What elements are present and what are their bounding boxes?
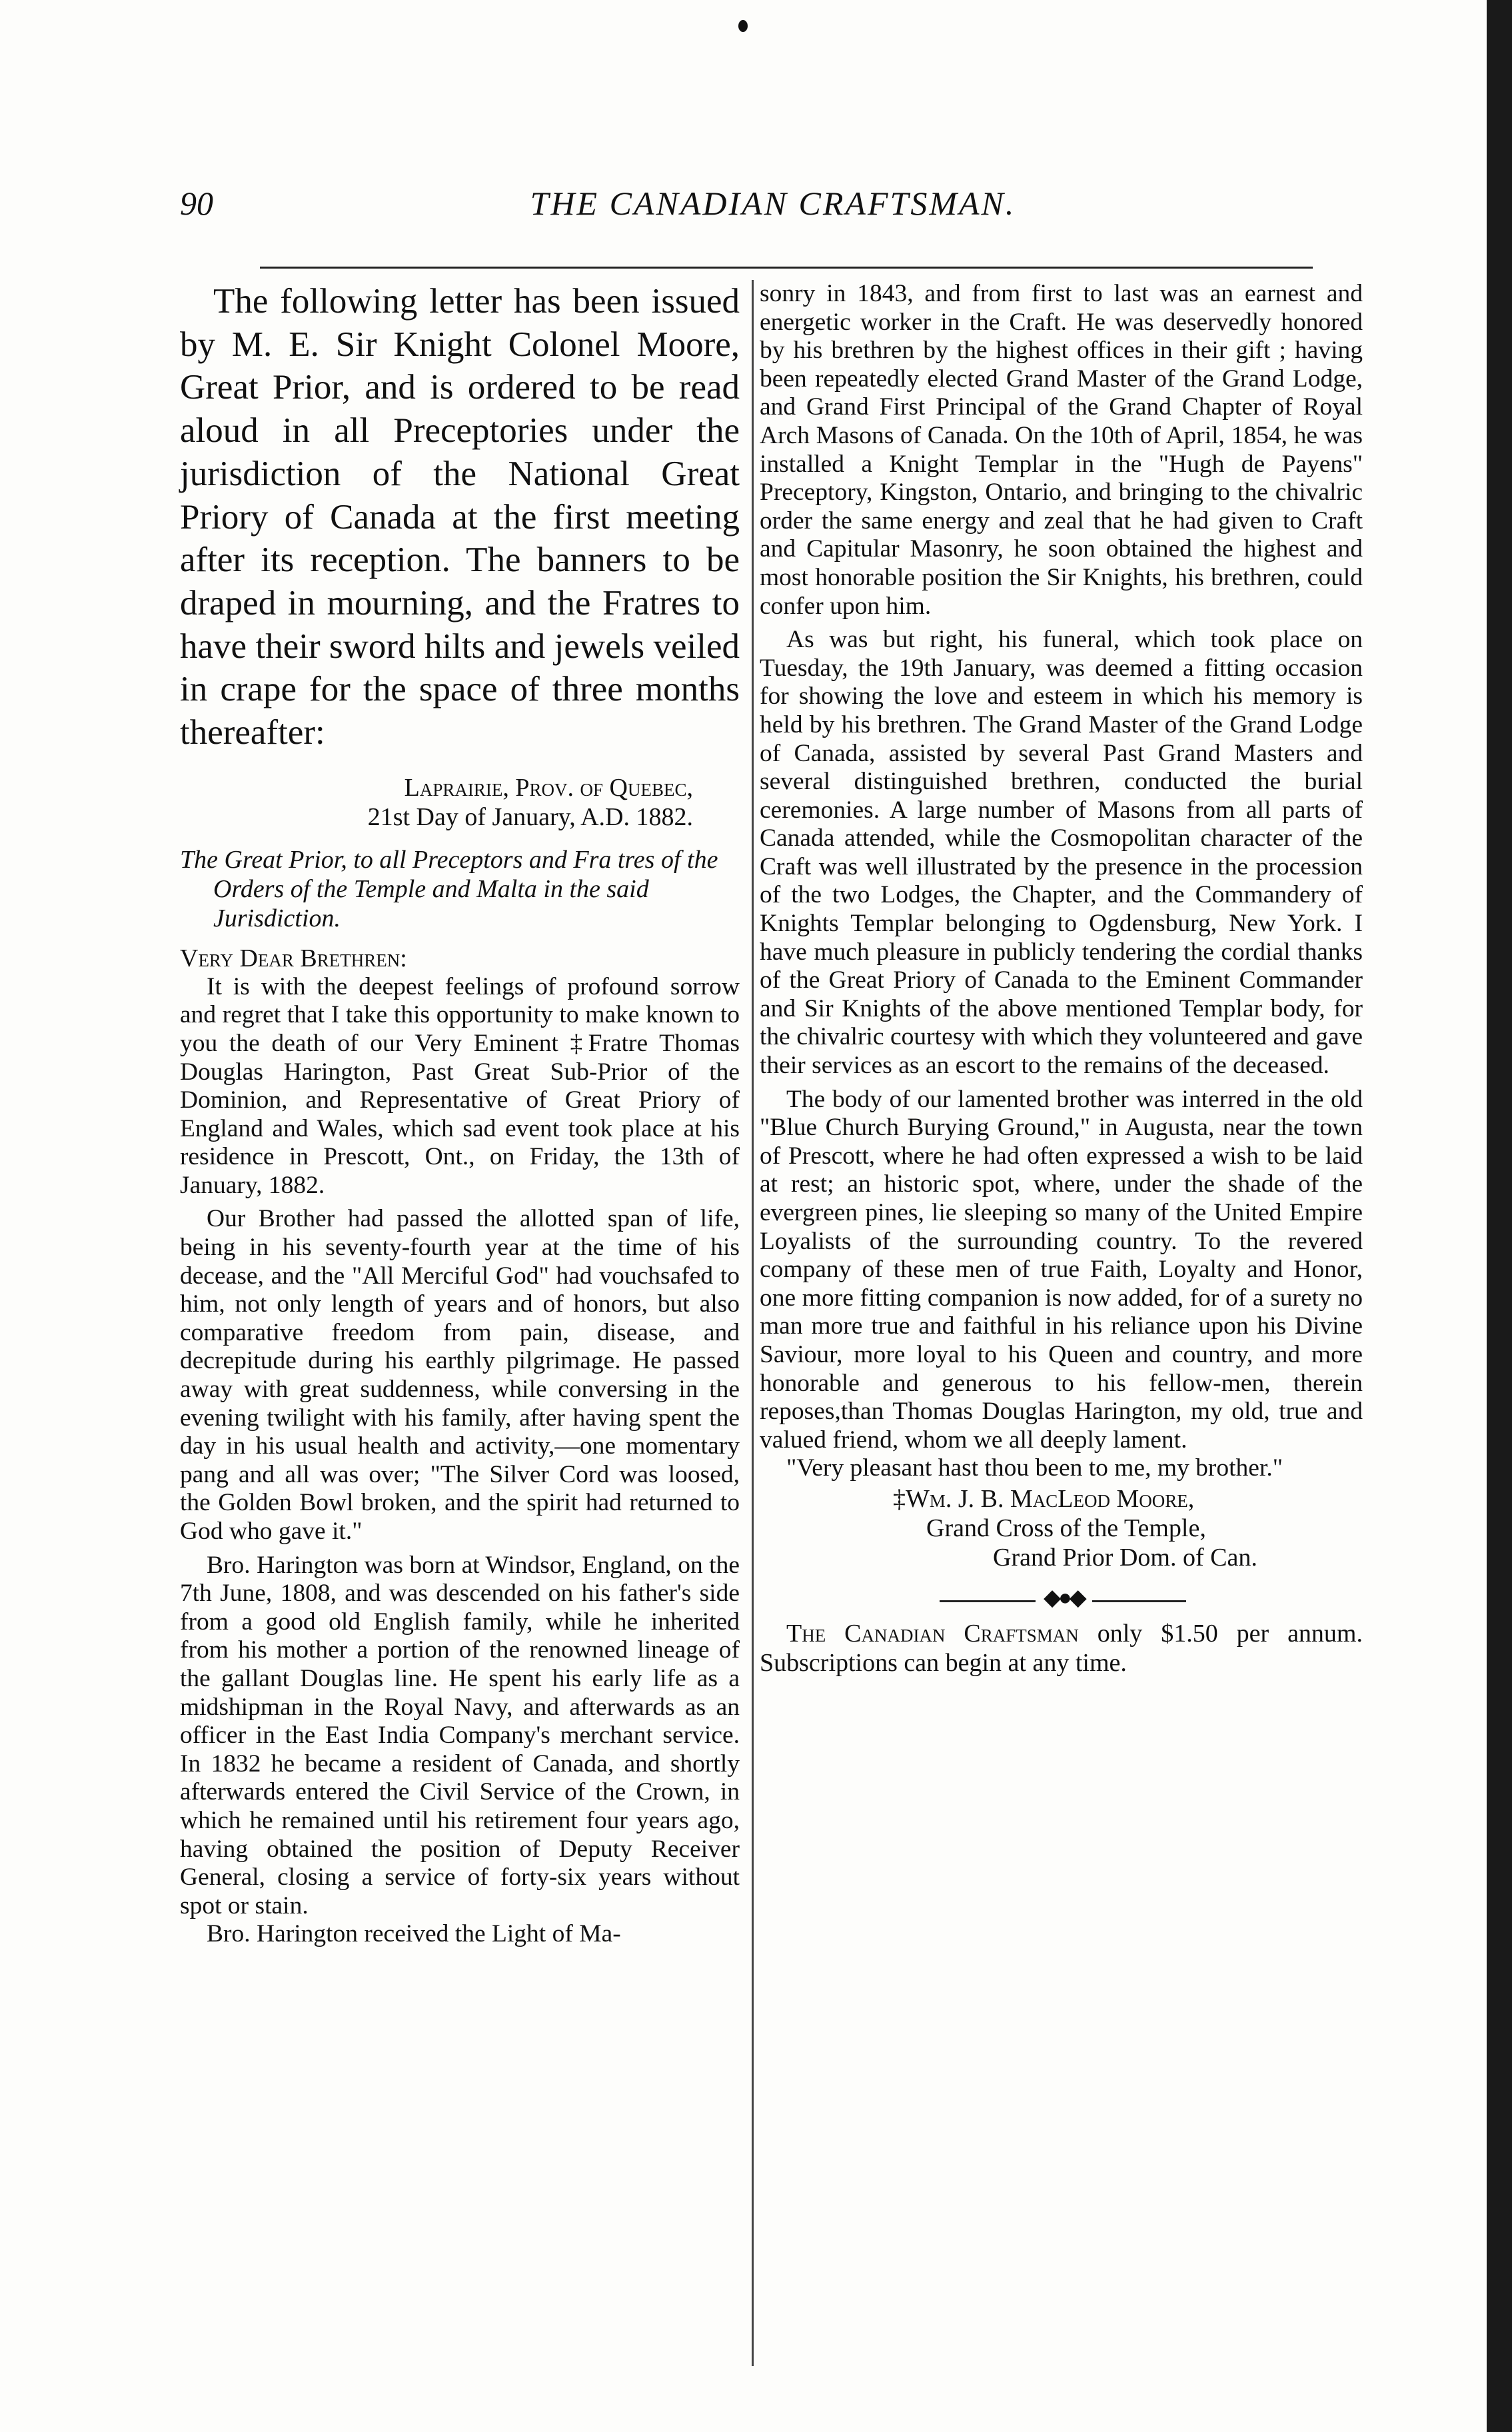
page-number: 90 — [180, 185, 213, 222]
page-edge-shadow — [1487, 0, 1512, 2432]
column-divider — [752, 280, 754, 2366]
intro-block — [180, 280, 740, 754]
body-paragraph: Bro. Harington received the Light of Ma- — [207, 1920, 621, 1948]
signature-name: ‡Wm. J. B. MacLeod Moore, — [893, 1484, 1195, 1513]
letter-address: The Great Prior, to all Preceptors and Fra tres of the Orders of the Temple and Malta in the said Jurisdiction. — [180, 845, 718, 932]
publication-name: The Canadian Craftsman — [786, 1619, 1079, 1648]
dateline — [180, 773, 740, 832]
running-title: THE CANADIAN CRAFTSMAN. — [530, 185, 1016, 222]
header-rule — [260, 267, 1313, 269]
body-paragraph: Bro. Harington was born at Windsor, England, on the 7th June, 1808, and was descended on his father's side from a good old English family, while he inherited from his mother a portion of the renowned lineage of the gallant Douglas line. He spent his early life as a midshipman in the Royal Navy, and afterwards as an officer in the East India Company's merchant service. In 1832 he became a resident of Canada, and shortly afterwards entered the Civil Service of the Crown, in which he remained until his retirement four years ago, having obtained the position of Deputy Receiver General, closing a service of forty-six years without spot or stain. — [180, 1551, 740, 1919]
left-body — [180, 973, 740, 1949]
body-paragraph: Our Brother had passed the allotted span of life, being in his seventy-fourth year at the time of his decease, and the "All Merciful God" had vouchsafed to him, not only length of years and of honors, but also comparative freedom from pain, disease, and decrepitude during his earthly pilgrimage. He passed away with great suddenness, while conversing in the evening twilight with his family, after having spent the day in his usual health and activity,—one momentary pang and all was over; "The Silver Cord was loosed, the Golden Bowl broken, and the spirit had returned to God who gave it." — [180, 1205, 740, 1546]
right-body — [760, 280, 1363, 1483]
body-paragraph: sonry in 1843, and from first to last was an earnest and energetic worker in the Craft. He was deservedly honored by his brethren by the highest offices in their gift ; having been repeatedly elected Grand Master of the Grand Lodge, and Grand First Principal of the Grand Chapter of Royal Arch Masons of Canada. On the 10th of April, 1854, he was installed a Knight Templar in the "Hugh de Payens" Preceptory, Kingston, Ontario, and bringing to the chivalric order the same energy and zeal that he had given to Craft and Capitular Masonry, he soon obtained the highest and most honorable position the Sir Knights, his brethren, could confer upon him. — [760, 280, 1363, 620]
dateline-place: Laprairie, Prov. of Quebec, — [404, 773, 693, 802]
body-paragraph: "Very pleasant hast thou been to me, my brother." — [786, 1454, 1283, 1482]
signature-title: Grand Prior Dom. of Can. — [993, 1543, 1257, 1572]
right-column — [760, 280, 1363, 1678]
intro-paragraph: The following letter has been issued by M. E. Sir Knight Colonel Moore, Great Prior, and is ordered to be read aloud in all Preceptories under the jurisdiction of the National Great Priory of Canada at the first meeting after its reception. The banners to be draped in mourning, and the Fratres to have their sword hilts and jewels veiled in crape for the space of three months thereafter: — [180, 282, 740, 752]
left-column — [180, 280, 740, 1949]
signature-block — [760, 1484, 1363, 1572]
print-speck — [738, 20, 748, 32]
salutation: Very Dear Brethren: — [180, 944, 407, 972]
signature-title: Grand Cross of the Temple, — [926, 1514, 1206, 1542]
body-paragraph: It is with the deepest feelings of profound sorrow and regret that I take this opportunity to make known to you the death of our Very Eminent ‡Fratre Thomas Douglas Harington, Past Great Sub-Prior of the Dominion, and Representative of Great Priory of England and Wales, which sad event took place at his residence in Prescott, Ont., on Friday, the 13th of January, 1882. — [180, 972, 740, 1199]
ornament-glyph: ◆●◆ — [1036, 1584, 1092, 1611]
page-header — [180, 179, 1366, 239]
subscription-notice — [760, 1619, 1363, 1678]
ornament-divider — [760, 1579, 1363, 1619]
body-paragraph: The body of our lamented brother was interred in the old "Blue Church Burying Ground," in Augusta, near the town of Prescott, where he had often expressed a wish to be laid at rest; an historic spot, where, under the shade of the evergreen pines, lie sleeping so many of the United Empire Loyalists of the surrounding country. To the revered company of these men of true Faith, Loyalty and Honor, one more fitting companion is now added, for of a surety no man more true and faithful in his reliance upon his Divine Saviour, more loyal to his Queen and country, and more honorable and generous to his fellow-men, therein reposes,than Thomas Douglas Harington, my old, true and valued friend, whom we all deeply lament. — [760, 1085, 1363, 1454]
body-paragraph: As was but right, his funeral, which took place on Tuesday, the 19th January, was deemed a fitting occasion for showing the love and esteem in which his memory is held by his brethren. The Grand Master of the Grand Lodge of Canada, assisted by several Past Grand Masters and several distinguished brethren, conducted the burial ceremonies. A large number of Masons from all parts of Canada attended, while the Cosmopolitan character of the Craft was well illustrated by the presence in the procession of the two Lodges, the Chapter, and the Commandery of Knights Templar belonging to Ogdensburg, New York. I have much pleasure in publicly tendering the cordial thanks of the Great Priory of Canada to the Eminent Commander and Sir Knights of the above mentioned Templar body, for the chivalric courtesy with which they volunteered and gave their services as an escort to the remains of the deceased. — [760, 626, 1363, 1080]
notice-text: only $1.50 per annum. Subscriptions can begin at any time. — [760, 1619, 1363, 1677]
dateline-date: 21st Day of January, A.D. 1882. — [367, 802, 693, 831]
